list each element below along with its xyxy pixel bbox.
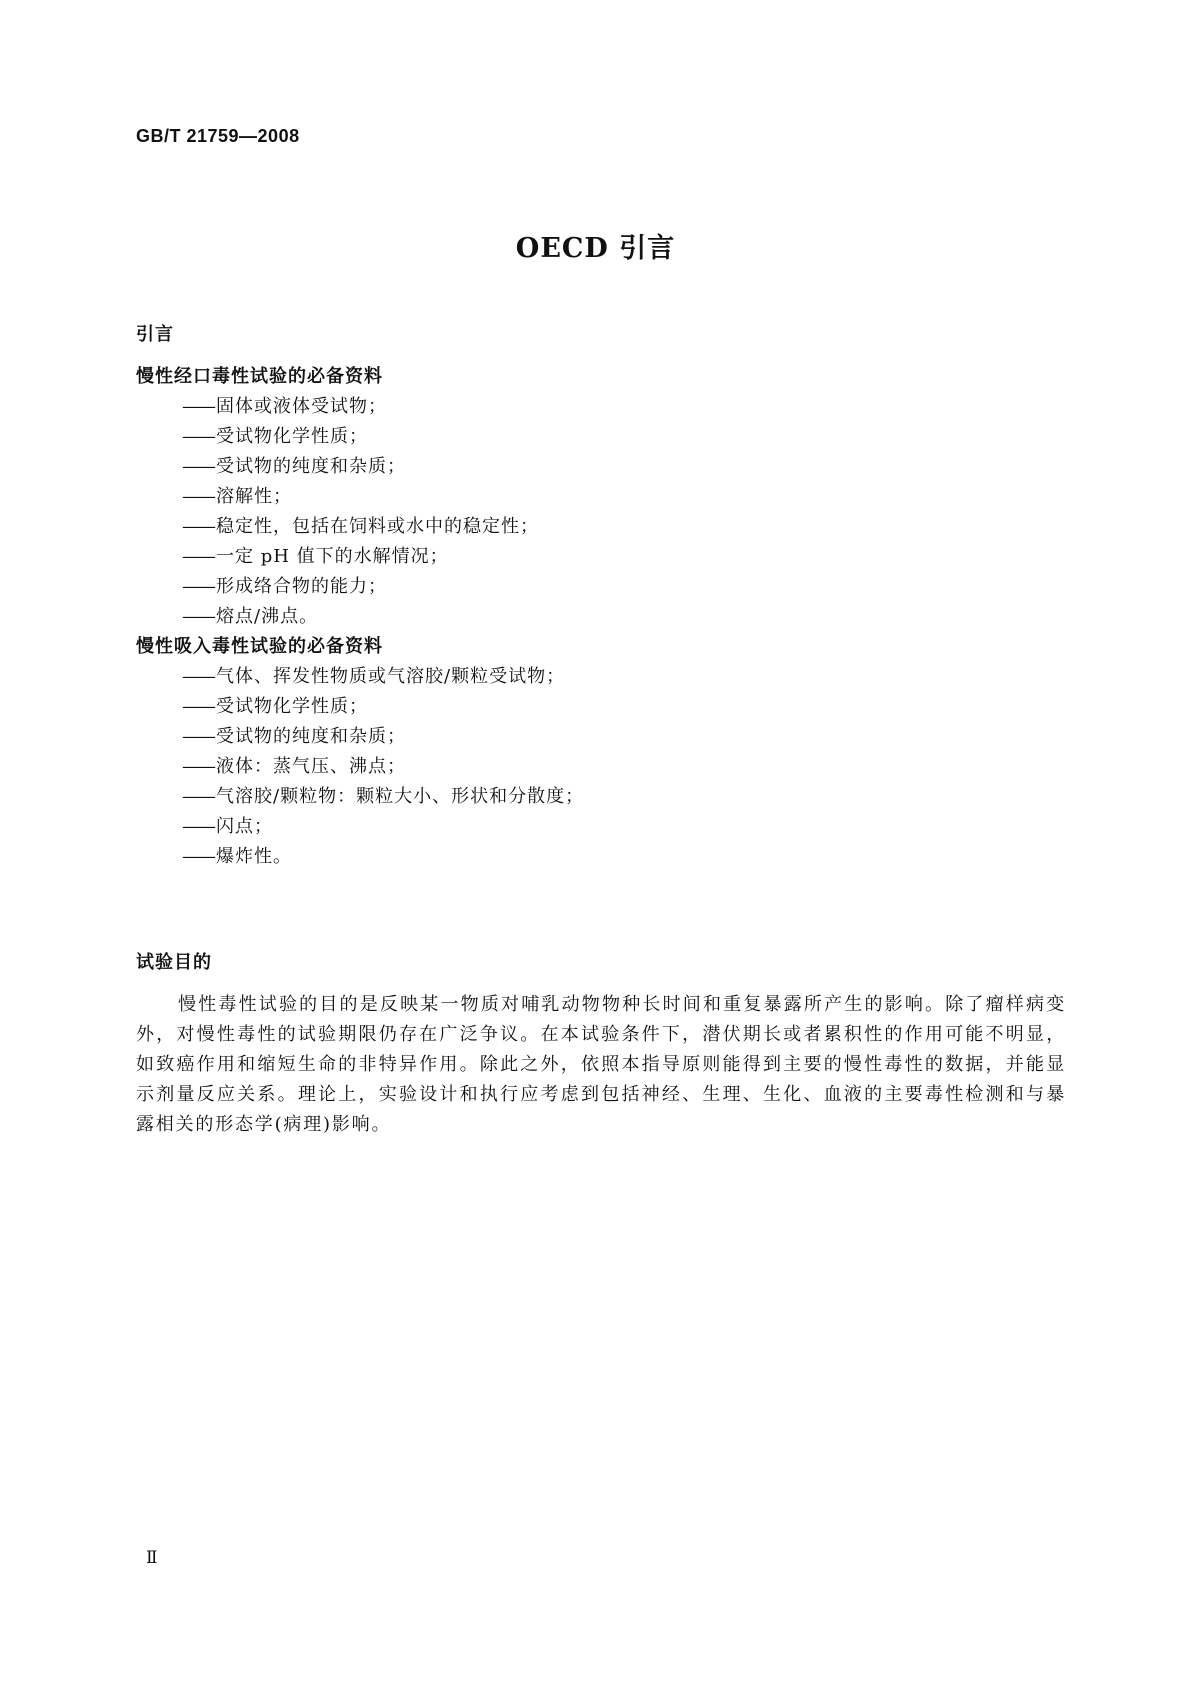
oral-toxicity-heading: 慢性经口毒性试验的必备资料	[136, 366, 383, 387]
em-dash-marker	[182, 482, 216, 512]
em-dash-marker	[182, 782, 216, 812]
list-item: ——爆炸性。	[136, 842, 584, 872]
list-item: ——固体或液体受试物；	[136, 392, 584, 422]
em-dash-marker	[182, 392, 216, 422]
em-dash-marker	[182, 452, 216, 482]
list-item: ——受试物的纯度和杂质；	[136, 452, 584, 482]
list-item: ——受试物化学性质；	[136, 692, 584, 722]
page-number: Ⅱ	[146, 1548, 158, 1568]
em-dash-marker	[182, 692, 216, 722]
objective-paragraph: 慢性毒性试验的目的是反映某一物质对哺乳动物物种长时间和重复暴露所产生的影响。除了瘤样病变外，对慢性毒性的试验期限仍存在广泛争议。在本试验条件下，潜伏期长或者累积性的作用可能不明显，如致癌作用和缩短生命的非特异作用。除此之外，依照本指导原则能得到主要的慢性毒性的数据，并能显示剂量反应关系。理论上，实验设计和执行应考虑到包括神经、生理、生化、血液的主要毒性检测和与暴露相关的形态学(病理)影响。	[136, 994, 1066, 1135]
list-item: ——气体、挥发性物质或气溶胶/颗粒受试物；	[136, 662, 584, 692]
section-heading-intro: 引言	[136, 324, 174, 345]
em-dash-marker	[182, 602, 216, 632]
list-item: ——液体：蒸气压、沸点；	[136, 752, 584, 782]
list-item: ——闪点；	[136, 812, 584, 842]
list-item: ——熔点/沸点。	[136, 602, 584, 632]
list-item: ——稳定性，包括在饲料或水中的稳定性；	[136, 512, 584, 542]
list-item: ——气溶胶/颗粒物：颗粒大小、形状和分散度；	[136, 782, 584, 812]
list-item: ——溶解性；	[136, 482, 584, 512]
em-dash-marker	[182, 752, 216, 782]
em-dash-marker	[182, 422, 216, 452]
em-dash-marker	[182, 542, 216, 572]
inhalation-toxicity-heading: 慢性吸入毒性试验的必备资料	[136, 636, 383, 657]
document-title: OECD 引言	[515, 233, 676, 264]
section-heading-objective: 试验目的	[136, 952, 212, 973]
em-dash-marker	[182, 572, 216, 602]
list-item: ——形成络合物的能力；	[136, 572, 584, 602]
list-item: ——受试物化学性质；	[136, 422, 584, 452]
em-dash-marker	[182, 512, 216, 542]
em-dash-marker	[182, 842, 216, 872]
list-item: ——一定 pH 值下的水解情况；	[136, 542, 584, 572]
requirements-list	[136, 362, 584, 872]
list-item: ——受试物的纯度和杂质；	[136, 722, 584, 752]
standard-code: GB/T 21759—2008	[136, 126, 300, 146]
em-dash-marker	[182, 812, 216, 842]
em-dash-marker	[182, 662, 216, 692]
em-dash-marker	[182, 722, 216, 752]
